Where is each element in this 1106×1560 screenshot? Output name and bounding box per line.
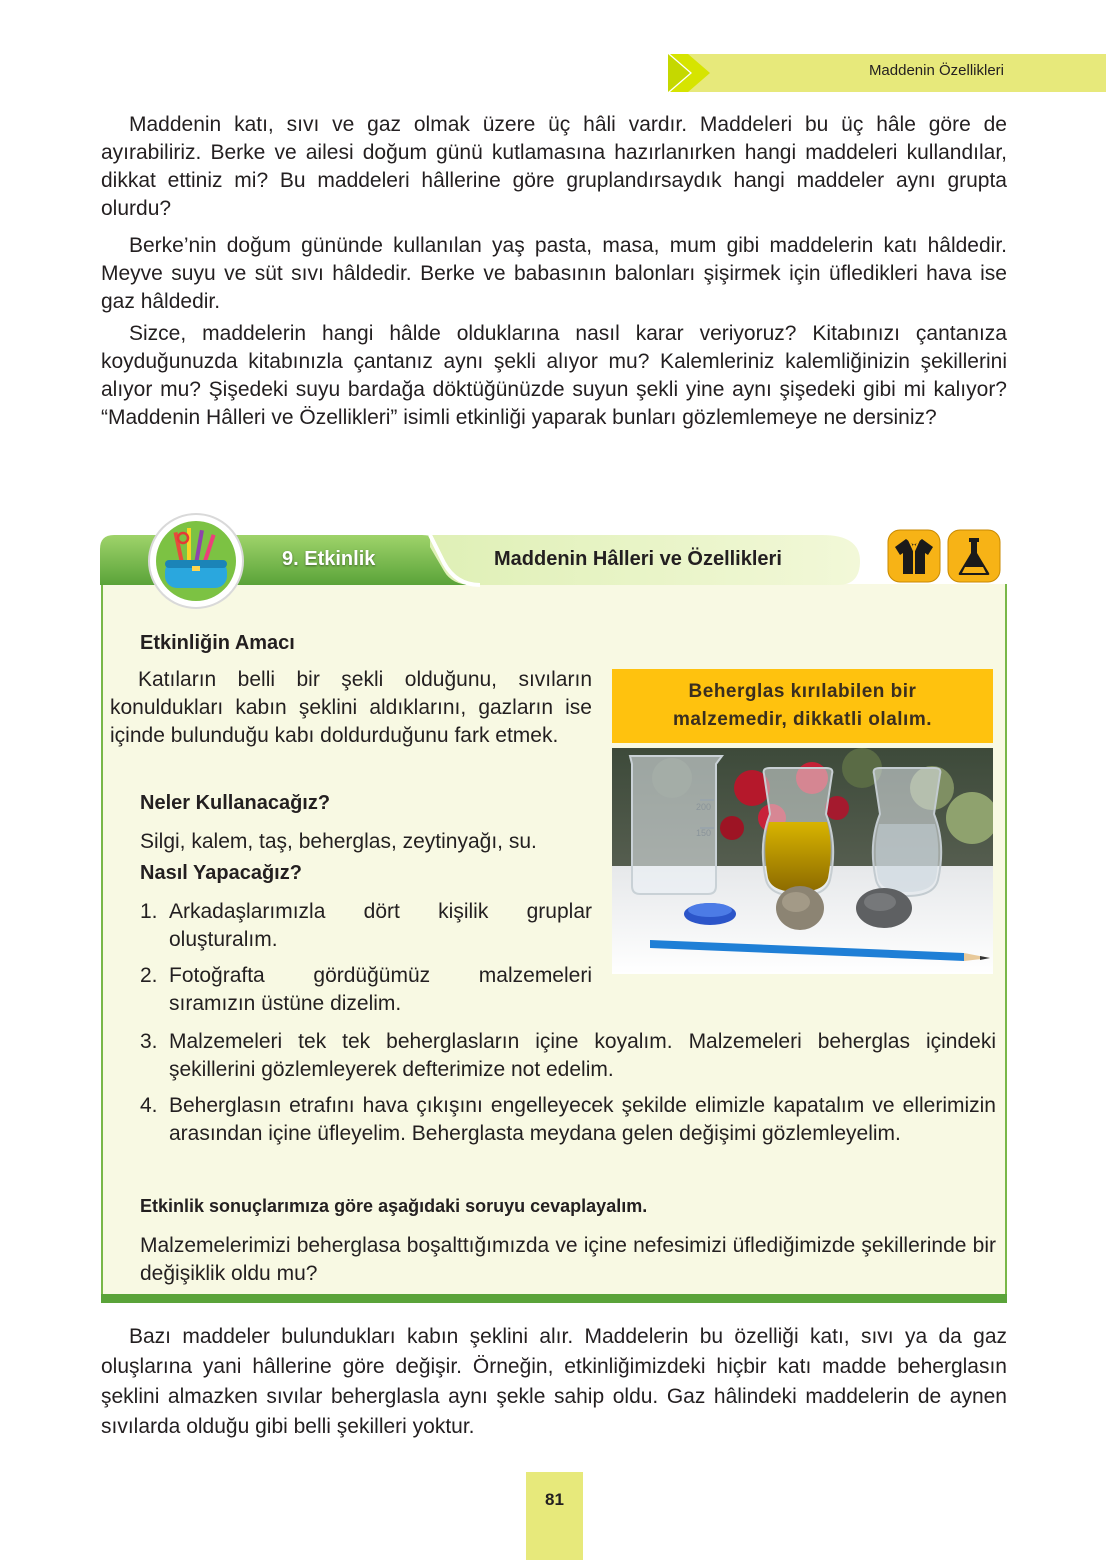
aim-text: Katıların belli bir şekli olduğunu, sıvıların konuldukları kabın şeklini aldıklarını, gazların ise içinde bulunduğu kabı doldurduğunu fark etmek. xyxy=(110,668,592,747)
list-item xyxy=(140,1028,996,1084)
list-item xyxy=(140,898,592,954)
warning-line: Beherglas kırılabilen bir xyxy=(688,681,917,702)
step-text: Arkadaşlarımızla dört kişilik gruplar oluşturalım. xyxy=(169,900,592,951)
result-heading: Etkinlik sonuçlarımıza göre aşağıdaki soruyu cevaplayalım. xyxy=(140,1196,648,1216)
section-header xyxy=(668,54,1106,92)
aim-heading: Etkinliğin Amacı xyxy=(140,632,295,654)
page-number-tab xyxy=(526,1472,583,1560)
paragraph: Bazı maddeler bulundukları kabın şeklini alır. Maddelerin bu özelliği katı, sıvı ya da gaz oluşlarına yani hâllerine göre değişir. Örneğin, etkinliğimizdeki hiçbir katı madde beherglasın şeklini almazken sıvılar beherglasla aynı şekle sahip oldu. Gaz hâlindeki maddelerin de aynen sıvılarda olduğu gibi belli şekilleri yoktur. xyxy=(101,1325,1007,1438)
outro-text xyxy=(101,1322,1007,1442)
step-number: 4. xyxy=(140,1094,158,1117)
section-title: Maddenin Özellikleri xyxy=(868,62,1004,79)
steps-list-right xyxy=(140,1028,996,1148)
beaker-mark: 150 xyxy=(696,828,712,838)
step-number: 1. xyxy=(140,900,158,923)
warning-box xyxy=(612,669,993,743)
materials-heading: Neler Kullanacağız? xyxy=(140,792,331,814)
lab-coat-icon xyxy=(887,529,941,583)
steps-list-left xyxy=(140,898,592,1018)
paragraph: Sizce, maddelerin hangi hâlde olduklarına nasıl karar veriyoruz? Kitabınızı çantanıza koyduğunuzda kitabınızla çantanız aynı şekli alıyor mu? Kalemleriniz kalemliğinizin şekillerini alıyor mu? Şişedeki suyu bardağa döktüğünüzde suyun şekli yine aynı şişedeki gibi mi kalıyor? “Maddenin Hâlleri ve Özellikleri” isimli etkinliği yaparak bunları gözlemlemeye ne dersiniz? xyxy=(101,322,1007,429)
step-number: 3. xyxy=(140,1030,158,1053)
warning-line: malzemedir, dikkatli olalım. xyxy=(673,709,932,730)
step-text: Beherglasın etrafını hava çıkışını engelleyecek şekilde elimizle kapatalım ve ellerimizin arasından içine üfleyelim. Beherglasta meydana gelen değişimi gözlemleyelim. xyxy=(169,1094,996,1145)
result-question: Malzemelerimizi beherglasa boşalttığımızda ve içine nefesimizi üflediğimizde şekillerinde bir değişiklik oldu mu? xyxy=(140,1234,996,1285)
step-text: Malzemeleri tek tek beherglasların içine koyalım. Malzemeleri beherglas içindeki şekillerini gözlemleyerek defterimize not edelim. xyxy=(169,1030,996,1081)
list-item xyxy=(140,962,592,1018)
materials-text: Silgi, kalem, taş, beherglas, zeytinyağı, su. xyxy=(140,830,537,853)
materials-photo xyxy=(612,748,993,974)
intro-text xyxy=(101,111,1007,432)
step-number: 2. xyxy=(140,964,158,987)
beaker-mark: 200 xyxy=(696,802,712,812)
paragraph: Berke’nin doğum gününde kullanılan yaş pasta, masa, mum gibi maddelerin katı hâldedir. Meyve suyu ve süt sıvı hâldedir. Berke ve babasının balonları şişirmek için üfledikleri hava ise gaz hâldedir. xyxy=(101,234,1007,313)
activity-bottom-bar xyxy=(101,1294,1007,1303)
paragraph: Maddenin katı, sıvı ve gaz olmak üzere üç hâli vardır. Maddeleri bu üç hâle göre de ayırabiliriz. Berke ve ailesi doğum günü kutlamasına hazırlanırken hangi maddeleri kullandılar, dikkat ettiniz mi? Bu maddeleri hâllerine göre gruplandırsaydık hangi maddeler aynı grupta olurdu? xyxy=(101,113,1007,220)
flask-icon xyxy=(947,529,1001,583)
pencil-case-icon xyxy=(147,512,245,610)
activity-title: Maddenin Hâlleri ve Özellikleri xyxy=(494,548,782,570)
step-text: Fotoğrafta gördüğümüz malzemeleri sıramızın üstüne dizelim. xyxy=(169,964,592,1015)
activity-number: 9. Etkinlik xyxy=(282,548,376,570)
page-number: 81 xyxy=(545,1490,564,1509)
steps-heading: Nasıl Yapacağız? xyxy=(140,862,302,884)
list-item xyxy=(140,1092,996,1148)
